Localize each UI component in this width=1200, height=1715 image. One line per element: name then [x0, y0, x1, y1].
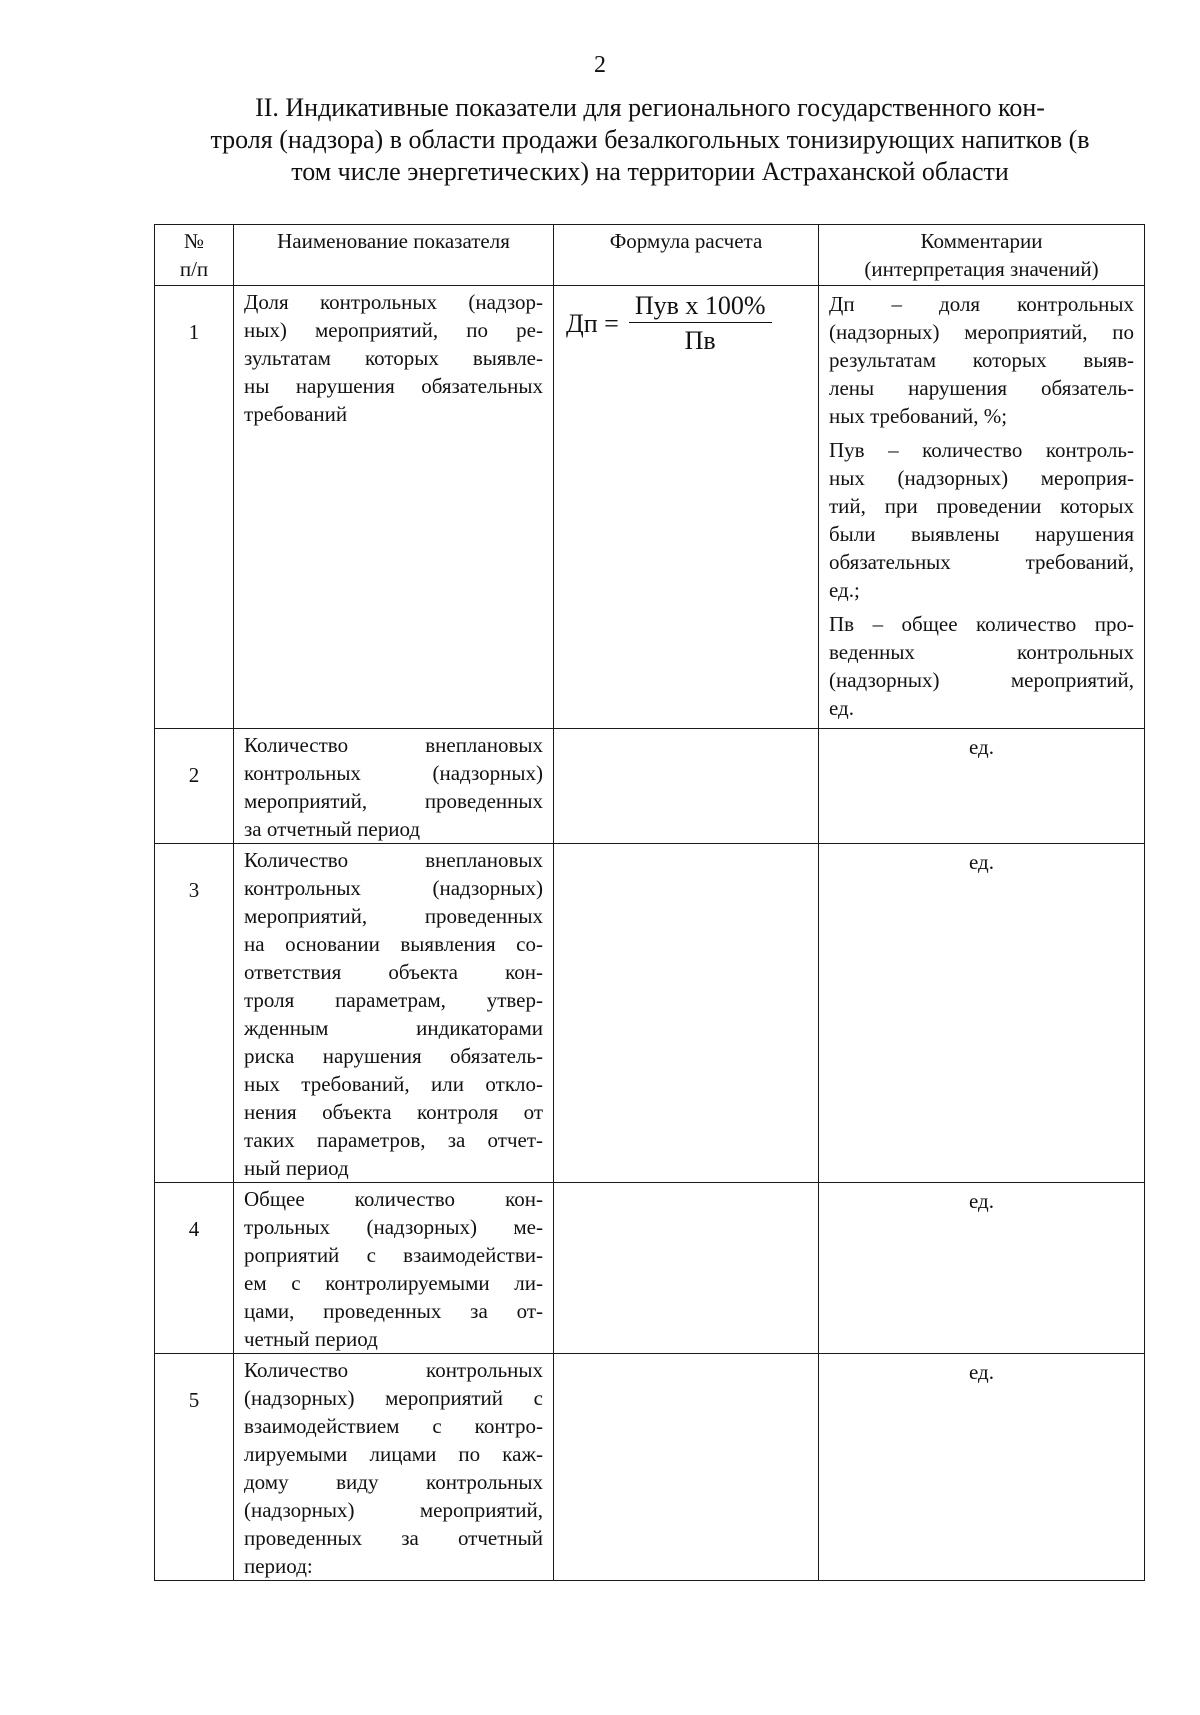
indicator-name [234, 1183, 554, 1354]
formula-fraction [629, 292, 772, 355]
indicator-name-line: таких параметров, за отчет- [244, 1128, 543, 1152]
formula-cell [554, 844, 819, 1183]
indicator-name [234, 1354, 554, 1581]
unit-cell: ед. [819, 1183, 1145, 1354]
row-number: 1 [155, 286, 234, 729]
indicator-name-line: Доля контрольных (надзор- [244, 290, 543, 314]
unit-cell: ед. [819, 1354, 1145, 1581]
indicator-name-line: контрольных (надзорных) [244, 876, 543, 900]
indicator-name-line: зультатам которых выявле- [244, 346, 543, 370]
table-row [155, 844, 1145, 1183]
heading-line: II. Индикативные показатели для регионального государственного кон- [255, 93, 1045, 122]
comment-line: результатам которых выяв- [829, 348, 1134, 372]
formula-cell [554, 1354, 819, 1581]
indicator-name-line: цами, проведенных за от- [244, 1299, 543, 1323]
table-header-row [155, 225, 1145, 286]
indicator-name-line: Общее количество кон- [244, 1187, 543, 1211]
indicator-name-line: троля параметрам, утвер- [244, 988, 543, 1012]
comment-line: (надзорных) мероприятий, по [829, 320, 1134, 344]
row-number: 4 [155, 1183, 234, 1354]
table-row [155, 1183, 1145, 1354]
indicator-name-line: ответствия объекта кон- [244, 960, 543, 984]
comment-line: ед. [829, 696, 854, 720]
table-body [155, 286, 1145, 1581]
indicator-name [234, 729, 554, 844]
header-num-line1: № [183, 229, 205, 253]
row-number: 3 [155, 844, 234, 1183]
indicator-name-line: Количество контрольных [244, 1358, 543, 1382]
comment-paragraph [829, 436, 1134, 604]
comment-line: были выявлены нарушения [829, 522, 1134, 546]
indicator-name-line: требований [244, 402, 348, 426]
page-number: 2 [594, 52, 606, 78]
indicator-name-line: роприятий с взаимодействи- [244, 1243, 543, 1267]
indicator-name-line: Количество внеплановых [244, 848, 543, 872]
indicator-name-line: мероприятий, проведенных [244, 789, 543, 813]
row-number: 5 [155, 1354, 234, 1581]
indicator-name-line: за отчетный период [244, 817, 421, 841]
heading-line: троля (надзора) в области продажи безалкогольных тонизирующих напитков (в [210, 125, 1090, 154]
formula-denominator: Пв [684, 326, 716, 355]
indicator-name [234, 286, 554, 729]
formula-cell [554, 286, 819, 729]
header-formula: Формула расчета [554, 225, 819, 286]
unit-cell: ед. [819, 729, 1145, 844]
indicator-name [234, 844, 554, 1183]
indicator-name-line: нения объекта контроля от [244, 1100, 543, 1124]
comment-line: лены нарушения обязатель- [829, 376, 1134, 400]
comment-line: ед.; [829, 578, 860, 602]
indicator-name-line: четный период [244, 1327, 378, 1351]
header-num [155, 225, 234, 286]
comment-paragraph [829, 610, 1134, 722]
comment-line: Пув – количество контроль- [829, 438, 1134, 462]
indicator-name-line: Количество внеплановых [244, 733, 543, 757]
indicator-name-line: трольных (надзорных) ме- [244, 1215, 543, 1239]
header-name: Наименование показателя [234, 225, 554, 286]
comment-paragraph [829, 290, 1134, 430]
header-comment-line1: Комментарии [920, 229, 1043, 253]
indicator-name-line: ный период [244, 1156, 349, 1180]
comment-line: веденных контрольных [829, 640, 1134, 664]
indicator-name-line: риска нарушения обязатель- [244, 1044, 543, 1068]
header-comment [819, 225, 1145, 286]
indicator-name-line: (надзорных) мероприятий, [244, 1498, 543, 1522]
indicator-name-line: дому виду контрольных [244, 1470, 543, 1494]
table-row [155, 729, 1145, 844]
indicator-name-line: ных требований, или откло- [244, 1072, 543, 1096]
comment-line: ных (надзорных) мероприя- [829, 466, 1134, 490]
row-number: 2 [155, 729, 234, 844]
comment-line: Дп – доля контрольных [829, 292, 1134, 316]
section-heading [150, 92, 1150, 188]
indicator-name-line: ных) мероприятий, по ре- [244, 318, 543, 342]
formula [566, 292, 812, 355]
indicator-name-line: ны нарушения обязательных [244, 374, 543, 398]
comment-line: (надзорных) мероприятий, [829, 668, 1134, 692]
header-comment-line2: (интерпретация значений) [864, 257, 1099, 281]
table-row [155, 1354, 1145, 1581]
comment-line: Пв – общее количество про- [829, 612, 1134, 636]
indicator-name-line: на основании выявления со- [244, 932, 543, 956]
indicator-name-line: взаимодействием с контро- [244, 1414, 543, 1438]
indicator-name-line: жденным индикаторами [244, 1016, 543, 1040]
comment-cell [819, 286, 1145, 729]
indicator-name-line: период: [244, 1554, 313, 1578]
formula-cell [554, 729, 819, 844]
indicator-name-line: (надзорных) мероприятий с [244, 1386, 543, 1410]
comment-line: ных требований, %; [829, 404, 1008, 428]
indicator-name-line: лируемыми лицами по каж- [244, 1442, 543, 1466]
formula-numerator: Пув х 100% [629, 292, 772, 323]
formula-cell [554, 1183, 819, 1354]
unit-cell: ед. [819, 844, 1145, 1183]
indicator-name-line: мероприятий, проведенных [244, 904, 543, 928]
heading-line: том числе энергетических) на территории Астраханской области [291, 157, 1009, 186]
indicator-name-line: проведенных за отчетный [244, 1526, 543, 1550]
header-num-line2: п/п [179, 257, 209, 281]
comment-line: тий, при проведении которых [829, 494, 1134, 518]
indicators-table [154, 224, 1145, 1581]
formula-lhs: Дп = [566, 308, 619, 338]
indicator-name-line: контрольных (надзорных) [244, 761, 543, 785]
comment-line: обязательных требований, [829, 550, 1134, 574]
indicator-name-line: ем с контролируемыми ли- [244, 1271, 543, 1295]
table-row [155, 286, 1145, 729]
